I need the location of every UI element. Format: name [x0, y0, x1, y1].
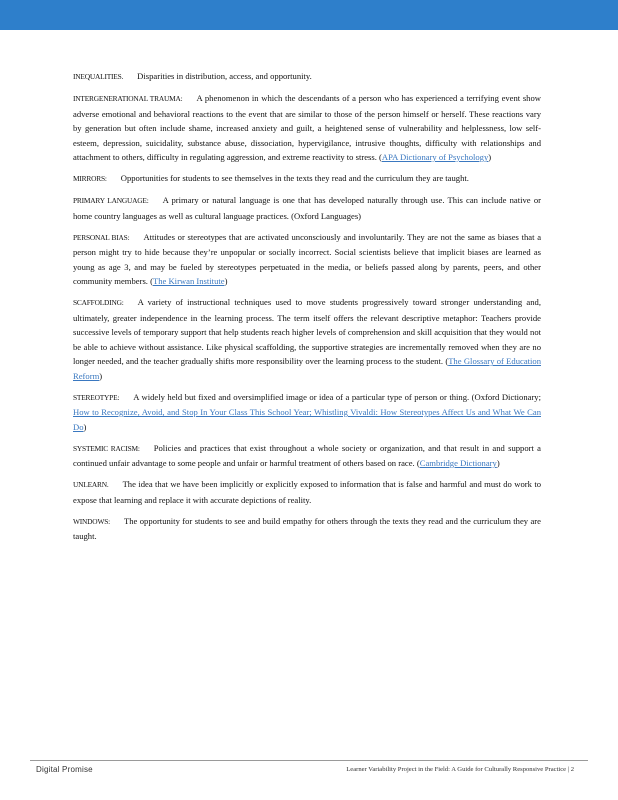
definition-text: A phenomenon in which the descendants of a person who has experienced a terrifying event show adverse emotional and behavioral reactions to the event that are similar to those of the person himself or herself. These reactions vary by generation but often include shame, increased anxiety and guilt, a heightened sense of vulnerability and helplessness, low self-esteem, depression, suicidality, substance abuse, dissociation, hypervigilance, intrusive thoughts, difficulty with relationships and attachment to others, difficulty in regulating aggression, and extreme reactivity to stress. ( [73, 93, 541, 162]
glossary-term: WINDOWS: [73, 516, 110, 526]
glossary-term: PRIMARY LANGUAGE: [73, 196, 149, 205]
definition-text: ) [224, 276, 228, 286]
glossary-entry [73, 91, 541, 165]
definition-text: A widely held but fixed and oversimplified image or idea of a particular type of person or thing. (Oxford Dictionary; [133, 391, 541, 402]
glossary-entry [73, 230, 541, 289]
glossary-term: INEQUALITIES. [73, 72, 124, 81]
reference-link[interactable]: Cambridge Dictionary [419, 458, 497, 468]
glossary-entry [73, 69, 541, 85]
footer-divider [30, 760, 588, 761]
glossary-list [73, 69, 541, 550]
definition-text: ) [496, 458, 500, 468]
glossary-entry [73, 477, 541, 507]
definition-text: The idea that we have been implicitly or explicitly exposed to information that is false and harmful and must do work to expose that learning and replace it with accurate depictions of reality. [73, 479, 541, 505]
glossary-entry [73, 193, 541, 223]
reference-link[interactable]: The Glossary of Education Reform [73, 356, 541, 381]
definition-text: A primary or natural language is one that has developed naturally through use. This can include native or home country languages as well as cultural language practices. (Oxford Languages) [73, 195, 541, 221]
definition-text: Disparities in distribution, access, and opportunity. [137, 71, 312, 81]
footer-brand: Digital Promise [36, 765, 93, 774]
reference-link[interactable]: APA Dictionary of Psychology [381, 152, 489, 162]
glossary-term: STEREOTYPE: [73, 392, 120, 402]
glossary-term: INTERGENERATIONAL TRAUMA: [73, 94, 183, 103]
glossary-entry [73, 390, 541, 435]
glossary-term: PERSONAL BIAS: [73, 232, 130, 242]
definition-text: ) [83, 421, 87, 432]
glossary-term: UNLEARN. [73, 480, 109, 489]
reference-link[interactable]: How to Recognize, Avoid, and Stop In Your Class This School Year; Whistling Vivaldi: How Stereotypes Affect Us and What We Can Do [73, 407, 541, 432]
definition-text: Attitudes or stereotypes that are activated unconsciously and involuntarily. They are not the same as biases that a person might try to hide because they’re unpopular or socially incorrect. Social scientists believe that implicit biases are learned as young as age 3, and may be fueled by stereotypes perpetuated in the media, or beliefs passed along by parents, peers, and other community members. ( [73, 231, 542, 286]
definition-text: The opportunity for students to see and build empathy for others through the texts they read and the curriculum they are taught. [73, 515, 541, 541]
glossary-term: MIRRORS: [73, 174, 107, 183]
reference-link[interactable]: The Kirwan Institute [152, 276, 225, 286]
glossary-entry [73, 171, 541, 187]
definition-text: Opportunities for students to see themselves in the texts they read and the curriculum they are taught. [120, 173, 469, 183]
glossary-term: SCAFFOLDING: [73, 298, 124, 307]
definition-text: ) [99, 370, 103, 381]
definition-text: ) [488, 152, 492, 162]
glossary-entry [73, 441, 541, 471]
glossary-entry [73, 514, 541, 544]
header-bar [0, 0, 618, 30]
definition-text: A variety of instructional techniques used to move students progressively toward stronger understanding and, ultimately, greater independence in the learning process. The term itself offers the relevant descriptive metaphor: Teachers provide successive levels of temporary support that help students reach higher levels of comprehension and skill acquisition that they would not be able to achieve without assistance. Like physical scaffolding, the supportive strategies are incrementally removed when they are no longer needed, and the teacher gradually shifts more responsibility over the learning process to the student. ( [73, 297, 541, 366]
definition-text: Policies and practices that exist throughout a whole society or organization, and that result in and support a continued unfair advantage to some people and unfair or harmful treatment of others based on race. ( [73, 442, 541, 468]
glossary-term: SYSTEMIC RACISM: [73, 443, 140, 453]
glossary-entry [73, 295, 541, 383]
footer-page-info: Learner Variability Project in the Field: A Guide for Culturally Responsive Practice | 2 [346, 766, 574, 773]
